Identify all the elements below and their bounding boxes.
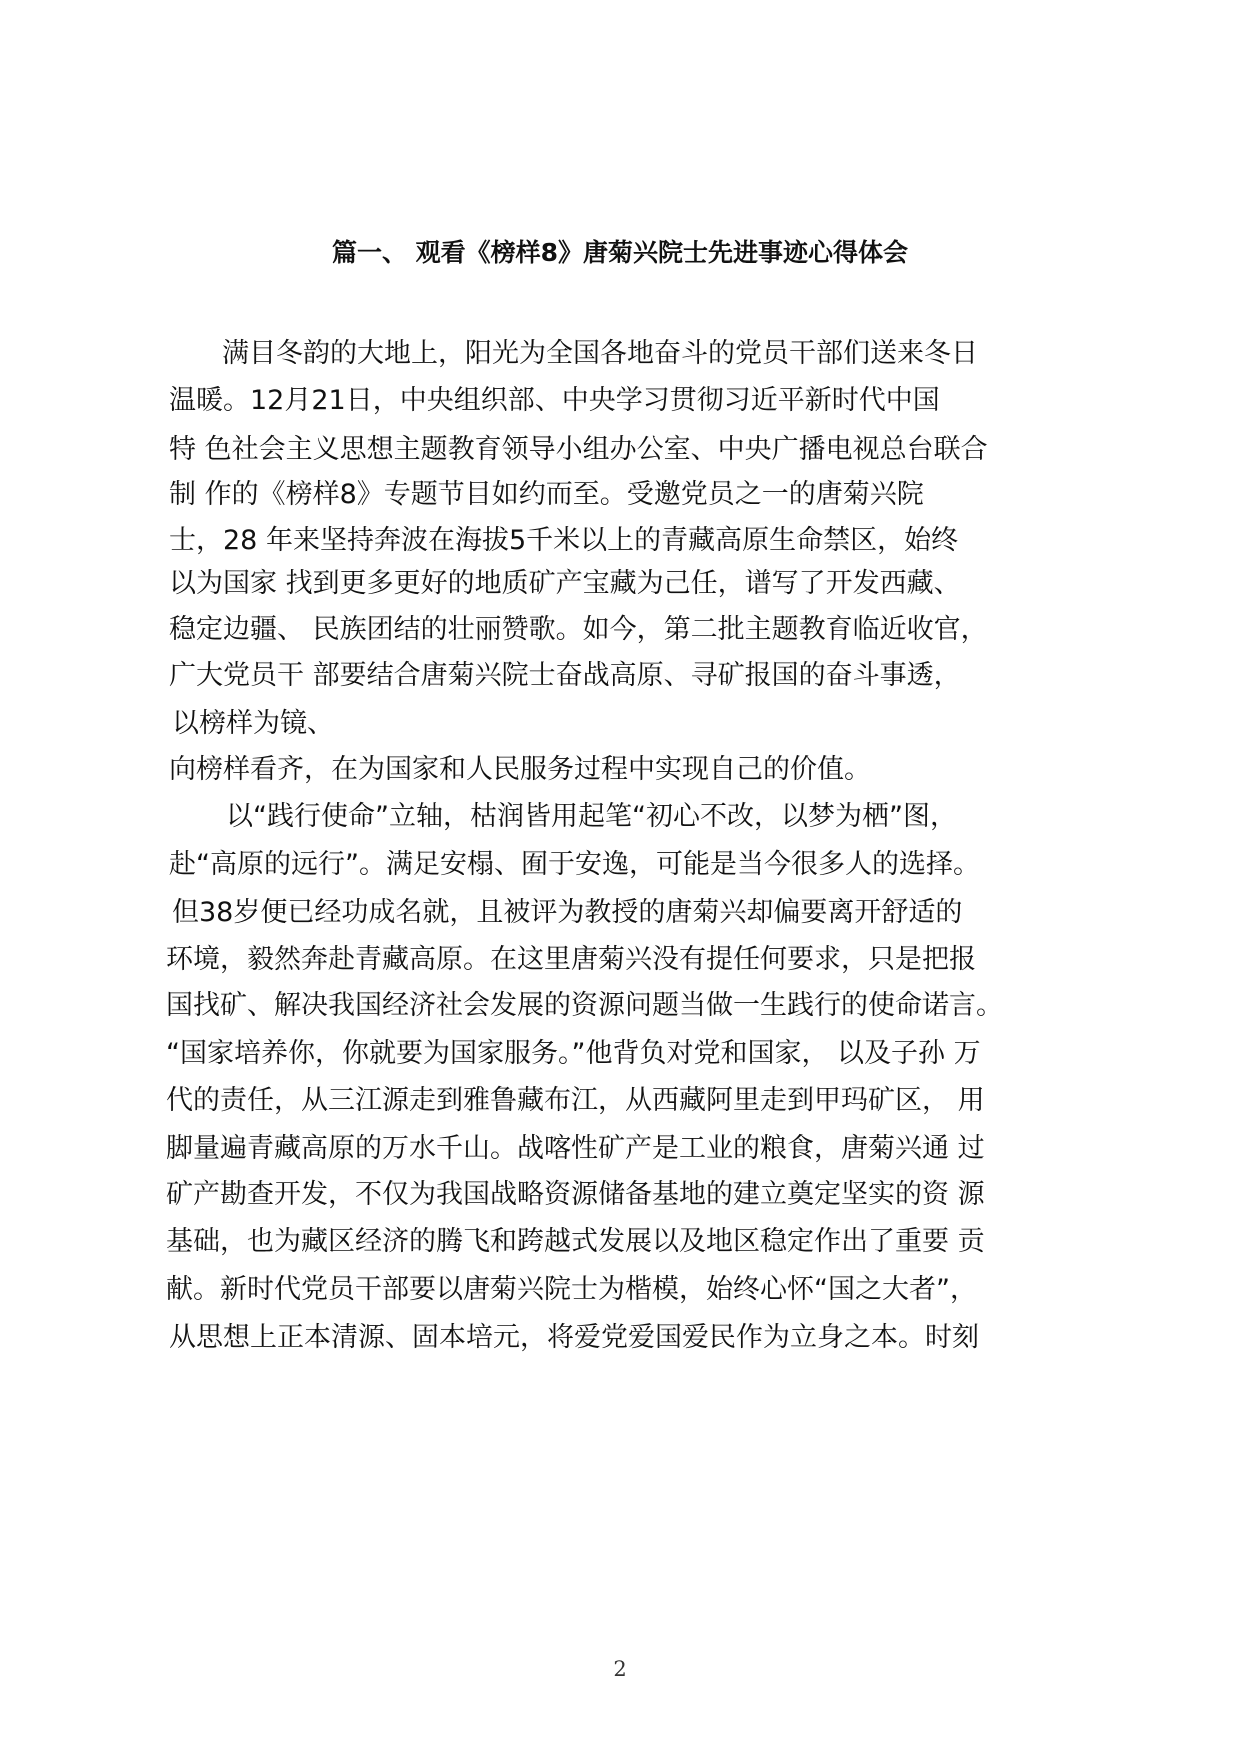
paragraph-line: 环境，毅然奔赴青藏高原。在这里唐菊兴没有提任何要求，只是把报	[166, 944, 976, 975]
paragraph-line: “国家培养你，你就要为国家服务。”他背负对党和国家， 以及子孙 万	[166, 1038, 981, 1069]
paragraph-line: 以榜样为镜、	[172, 708, 334, 739]
paragraph-line: 以“践行使命”立轴，枯润皆用起笔“初心不改，以梦为栖”图，	[226, 801, 957, 832]
paragraph-line: 向榜样看齐，在为国家和人民服务过程中实现自己的价值。	[169, 754, 871, 785]
paragraph-line: 广大党员干 部要结合唐菊兴院士奋战高原、寻矿报国的奋斗事透，	[169, 660, 961, 691]
paragraph-line: 特 色社会主义思想主题教育领导小组办公室、中央广播电视总台联合	[169, 434, 988, 465]
paragraph-line: 从思想上正本清源、固本培元，将爱党爱国爱民作为立身之本。时刻	[169, 1322, 979, 1353]
page-number: 2	[613, 1657, 627, 1681]
paragraph-line: 献。新时代党员干部要以唐菊兴院士为楷模，始终心怀“国之大者”，	[166, 1274, 977, 1305]
paragraph-line: 但38岁便已经功成名就，且被评为教授的唐菊兴却偏要离开舒适的	[172, 897, 963, 928]
paragraph-line: 稳定边疆、 民族团结的壮丽赞歌。如今，第二批主题教育临近收官，	[169, 614, 988, 645]
paragraph-line: 赴“高原的远行”。满足安榻、囿于安逸，可能是当今很多人的选择。	[169, 849, 980, 880]
paragraph-line: 制 作的《榜样8》专题节目如约而至。受邀党员之一的唐菊兴院	[169, 479, 924, 510]
paragraph-line: 以为国家 找到更多更好的地质矿产宝藏为己任，谱写了开发西藏、	[169, 568, 961, 599]
paragraph-line: 国找矿、解决我国经济社会发展的资源问题当做一生践行的使命诺言。	[166, 990, 1003, 1021]
paragraph-line: 代的责任，从三江源走到雅鲁藏布江，从西藏阿里走到甲玛矿区， 用	[166, 1085, 985, 1116]
paragraph-line: 满目冬韵的大地上，阳光为全国各地奋斗的党员干部们送来冬日	[222, 338, 978, 369]
paragraph-line: 矿产勘查开发，不仅为我国战略资源储备基地的建立奠定坚实的资 源	[166, 1179, 985, 1210]
page-title: 篇一、 观看《榜样8》唐菊兴院士先进事迹心得体会	[331, 238, 909, 267]
paragraph-line: 基础，也为藏区经济的腾飞和跨越式发展以及地区稳定作出了重要 贡	[166, 1226, 985, 1257]
paragraph-line: 脚量遍青藏高原的万水千山。战喀性矿产是工业的粮食，唐菊兴通 过	[166, 1133, 985, 1164]
paragraph-line: 温暖。12月21日，中央组织部、中央学习贯彻习近平新时代中国	[169, 385, 940, 416]
paragraph-line: 士，28 年来坚持奔波在海拔5千米以上的青藏高原生命禁区，始终	[169, 525, 959, 556]
